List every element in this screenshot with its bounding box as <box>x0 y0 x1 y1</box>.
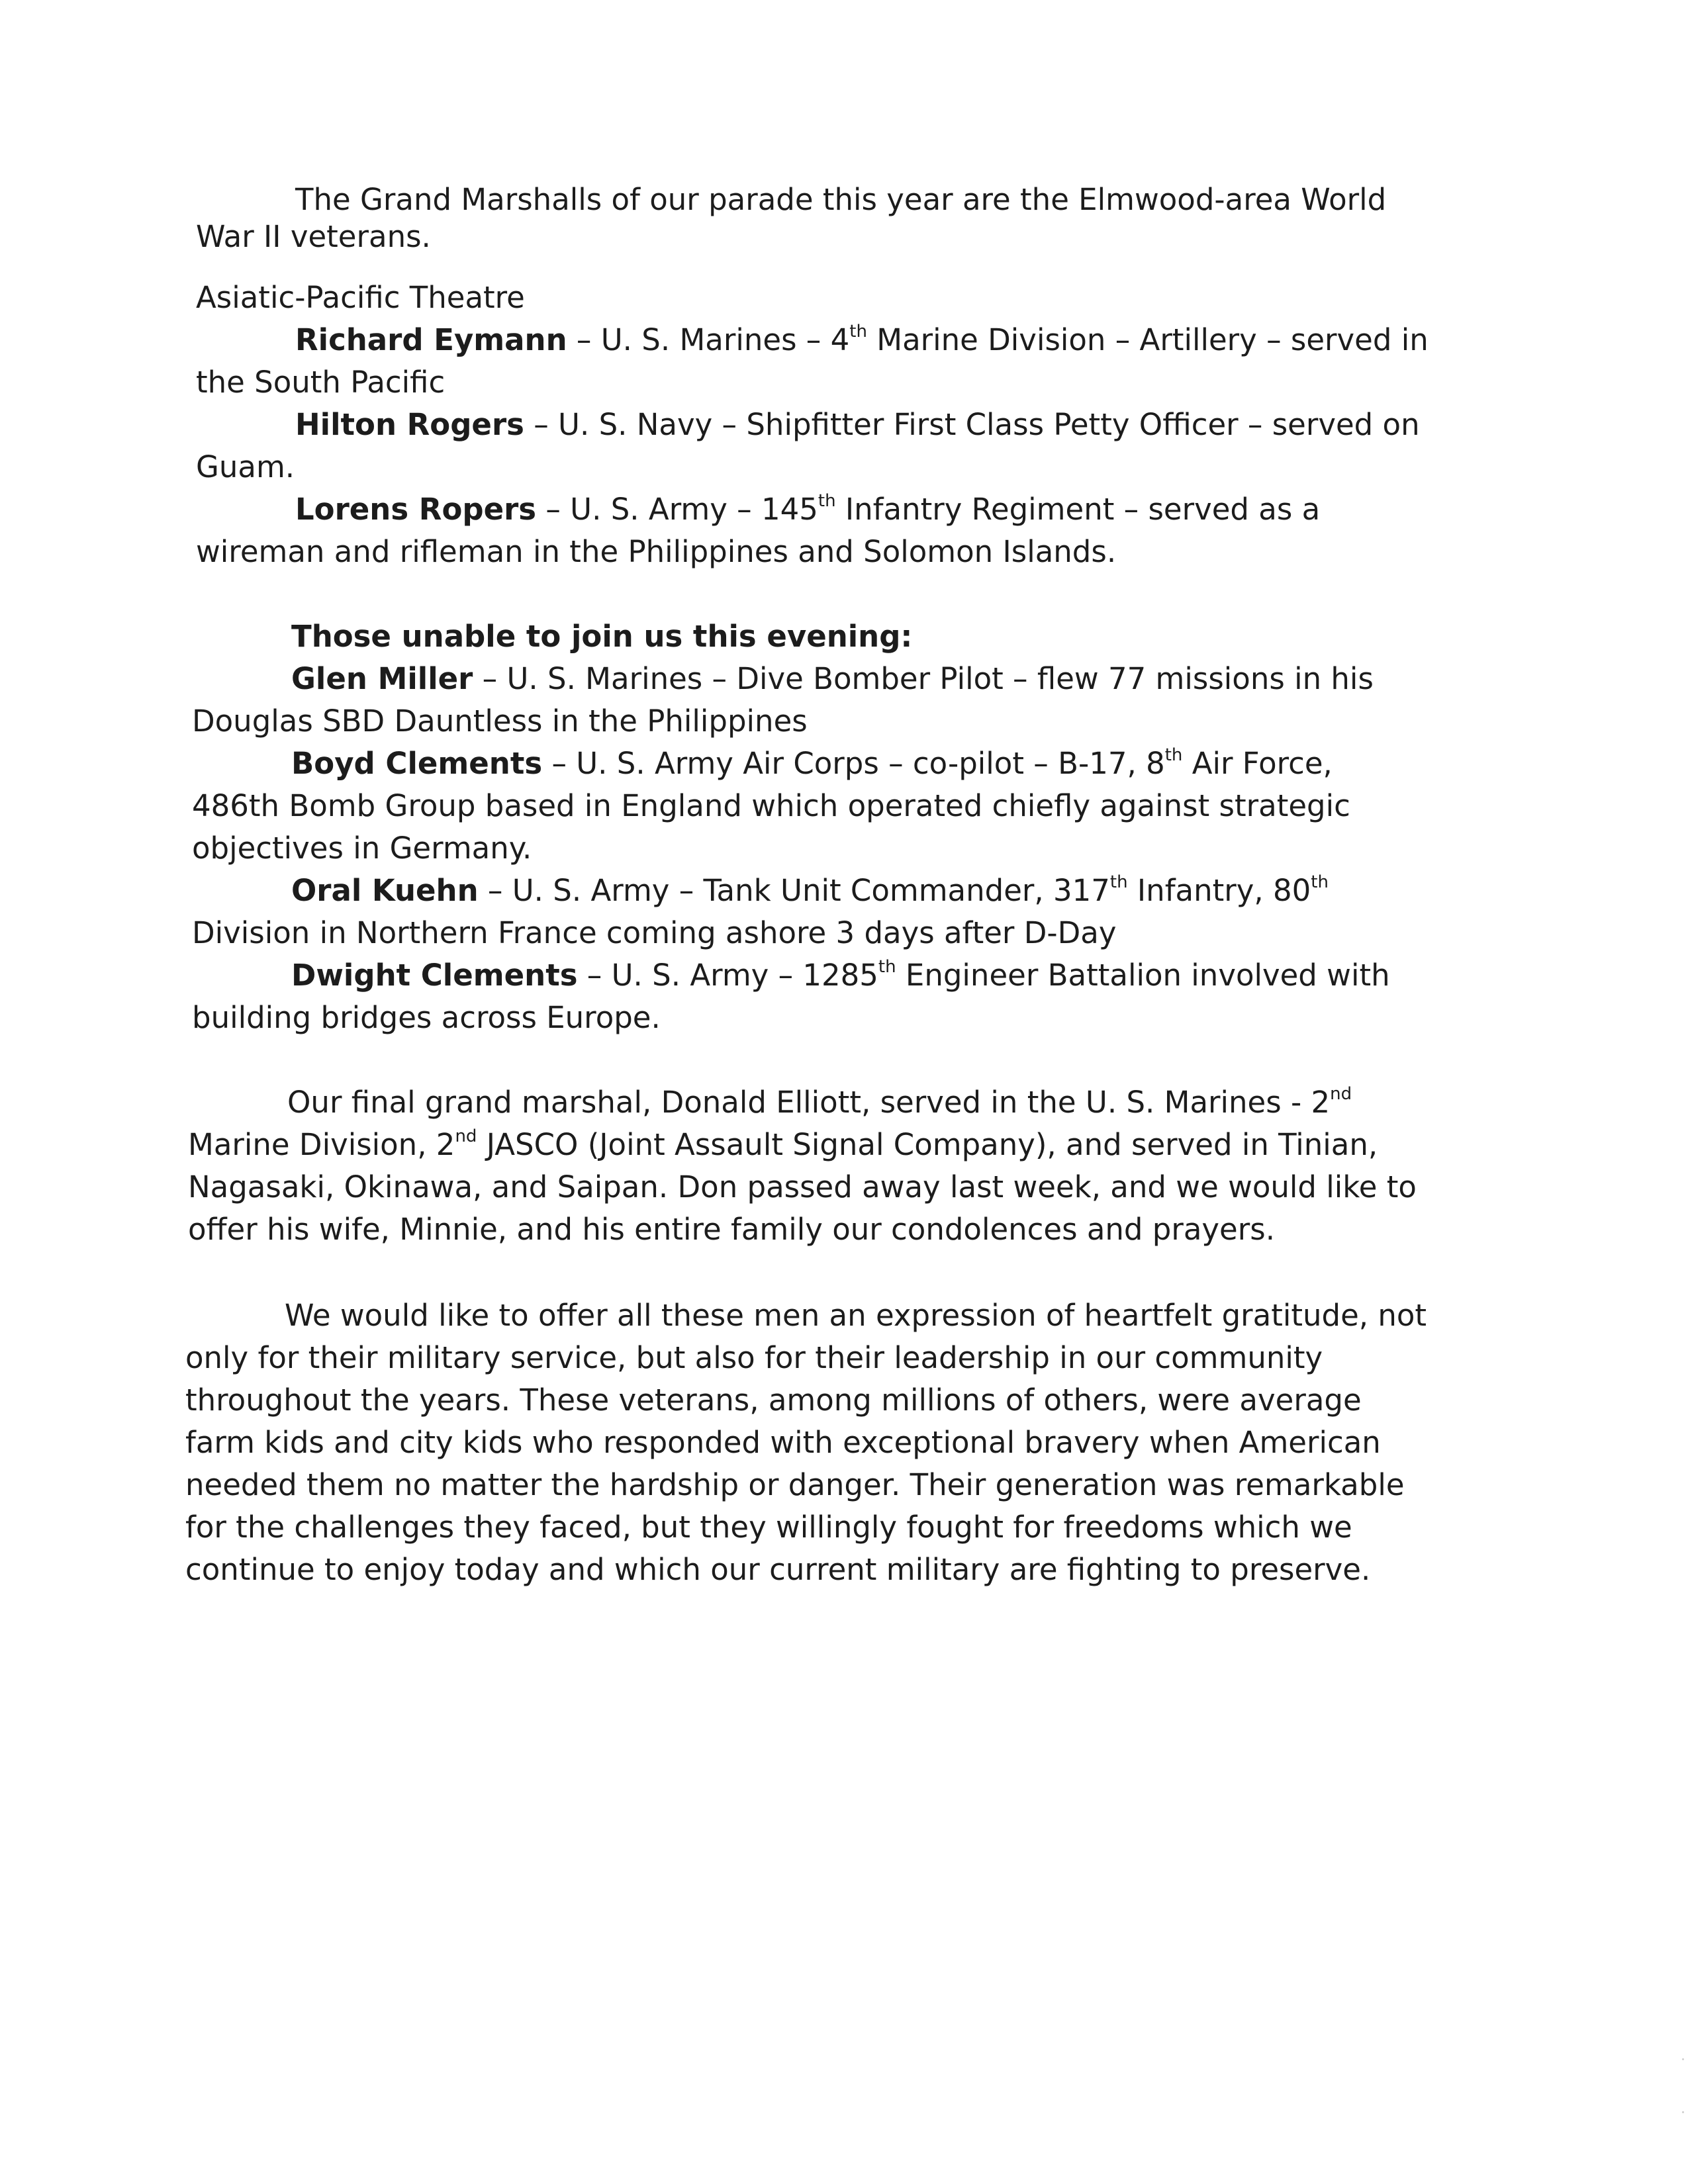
scan-speck <box>1682 2058 1684 2060</box>
final-line-3: Nagasaki, Okinawa, and Saipan. Don passed away last week, and we would like to <box>188 1169 1417 1205</box>
unable-section <box>192 615 1516 1039</box>
theatre-heading: Asiatic-Pacific Theatre <box>196 280 525 315</box>
unable-heading-line <box>192 615 1516 658</box>
intro-line-2: War II veterans. <box>196 219 431 254</box>
veteran-detail: – U. S. Navy – Shipfitter First Class Petty Officer – served on <box>524 407 1420 442</box>
closing-line: continue to enjoy today and which our current military are fighting to preserve. <box>185 1552 1371 1587</box>
veteran-detail: – U. S. Army – Tank Unit Commander, 317 <box>478 873 1110 908</box>
ordinal-suffix: th <box>1164 745 1183 765</box>
scan-speck <box>1682 2111 1684 2113</box>
closing-line: throughout the years. These veterans, among millions of others, were average <box>185 1383 1362 1418</box>
veteran-detail: Engineer Battalion involved with <box>896 958 1390 993</box>
veteran-entry-line <box>192 743 1516 785</box>
veteran-continuation: Guam. <box>196 449 295 484</box>
closing-line: farm kids and city kids who responded with exceptional bravery when American <box>185 1425 1381 1460</box>
veteran-entry-line <box>192 954 1516 997</box>
veteran-detail: – U. S. Marines – Dive Bomber Pilot – flew 77 missions in his <box>473 661 1374 696</box>
final-text: Our final grand marshal, Donald Elliott, served in the U. S. Marines - 2 <box>287 1085 1331 1120</box>
veteran-name: Lorens Ropers <box>295 492 537 527</box>
ordinal-suffix: th <box>1109 872 1128 892</box>
final-text: JASCO (Joint Assault Signal Company), and served in Tinian, <box>477 1127 1378 1162</box>
veteran-continuation: Division in Northern France coming ashore 3 days after D-Day <box>192 915 1117 950</box>
veteran-continuation: wireman and rifleman in the Philippines and Solomon Islands. <box>196 534 1117 569</box>
final-line-4: offer his wife, Minnie, and his entire family our condolences and prayers. <box>188 1212 1275 1247</box>
veteran-continuation: objectives in Germany. <box>192 831 532 866</box>
closing-line: only for their military service, but also for their leadership in our community <box>185 1340 1323 1375</box>
veteran-name: Dwight Clements <box>291 958 578 993</box>
veteran-continuation: Douglas SBD Dauntless in the Philippines <box>192 704 808 739</box>
intro-paragraph <box>196 179 1520 258</box>
veteran-continuation: 486th Bomb Group based in England which operated chiefly against strategic <box>192 788 1350 823</box>
final-line-2 <box>188 1124 1512 1166</box>
veteran-continuation: building bridges across Europe. <box>192 1000 661 1035</box>
veteran-detail: Infantry, 80 <box>1127 873 1311 908</box>
closing-line: We would like to offer all these men an expression of heartfelt gratitude, not <box>285 1298 1427 1333</box>
intro-line-1: The Grand Marshalls of our parade this year are the Elmwood-area World <box>295 182 1387 217</box>
veteran-name: Boyd Clements <box>291 746 543 781</box>
asiatic-pacific-section <box>196 277 1520 573</box>
veteran-name: Richard Eymann <box>295 322 567 357</box>
veteran-detail: – U. S. Army – 1285 <box>577 958 878 993</box>
final-marshal-paragraph <box>188 1081 1512 1251</box>
veteran-continuation: the South Pacific <box>196 365 445 400</box>
ordinal-suffix: th <box>878 957 896 977</box>
veteran-entry-line <box>196 404 1520 446</box>
veteran-name: Glen Miller <box>291 661 473 696</box>
veteran-name: Oral Kuehn <box>291 873 479 908</box>
final-text: Marine Division, 2 <box>188 1127 455 1162</box>
ordinal-suffix: th <box>849 322 867 341</box>
veteran-detail: – U. S. Army Air Corps – co-pilot – B-17, 8 <box>542 746 1165 781</box>
veteran-detail: – U. S. Marines – 4 <box>567 322 850 357</box>
ordinal-suffix: nd <box>455 1126 477 1146</box>
closing-line: for the challenges they faced, but they willingly fought for freedoms which we <box>185 1510 1352 1545</box>
veteran-entry-line <box>196 488 1520 531</box>
closing-line: needed them no matter the hardship or danger. Their generation was remarkable <box>185 1467 1405 1502</box>
unable-heading: Those unable to join us this evening: <box>291 619 913 654</box>
veteran-entry-line <box>196 319 1520 361</box>
veteran-detail: Marine Division – Artillery – served in <box>867 322 1429 357</box>
ordinal-suffix: th <box>818 491 836 511</box>
ordinal-suffix: th <box>1311 872 1329 892</box>
final-line-1 <box>188 1081 1512 1124</box>
veteran-detail: Infantry Regiment – served as a <box>835 492 1321 527</box>
veteran-name: Hilton Rogers <box>295 407 524 442</box>
veteran-entry-line <box>192 870 1516 912</box>
veteran-entry-line <box>192 658 1516 700</box>
veteran-detail: Air Force, <box>1182 746 1333 781</box>
closing-paragraph <box>185 1295 1509 1591</box>
veteran-detail: – U. S. Army – 145 <box>536 492 818 527</box>
ordinal-suffix: nd <box>1330 1084 1352 1104</box>
